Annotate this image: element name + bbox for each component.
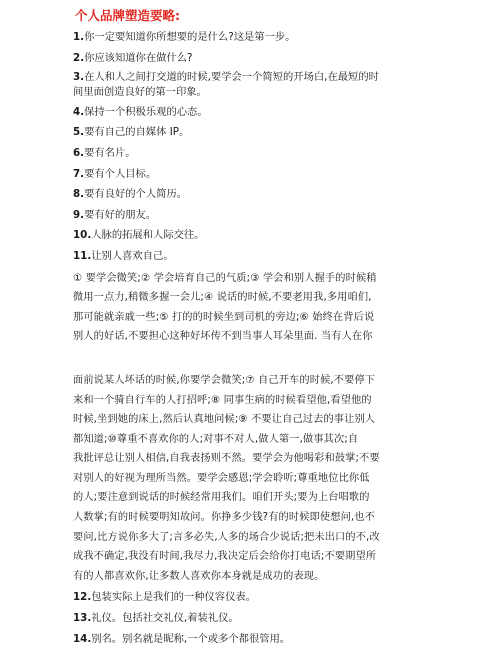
item-number: 7. (73, 167, 85, 180)
list-item (73, 124, 472, 141)
item-number: 14. (73, 632, 92, 645)
item-text: 别名。别名就是昵称,一个或多个都很管用。 (91, 632, 291, 645)
section-gap (73, 347, 472, 371)
item-number: 11. (73, 249, 92, 262)
item-number: 8. (73, 188, 85, 201)
list-item (73, 227, 472, 244)
list-item (73, 248, 472, 265)
item-text: 让别人喜欢自己。 (91, 249, 174, 262)
item-number: 6. (73, 146, 85, 159)
item-text-continued: 间里面创造良好的第一印象。 (73, 85, 207, 98)
item-number: 12. (73, 591, 92, 604)
paragraph-line: 都知道;⑩尊重不喜欢你的人;对事不对人,做人第一,做事其次;自 (73, 433, 359, 445)
list-item (73, 70, 472, 100)
paragraph-line: 我批评总让别人相信,自我表扬则不然。要学会为他喝彩和鼓掌;不要 (73, 453, 380, 465)
item-text: 要有良好的个人简历。 (84, 188, 188, 201)
tips-paragraph-continued (73, 371, 472, 587)
list-item (73, 186, 472, 203)
list-item (73, 610, 472, 627)
paragraph-line: 那可能就亲戚一些;⑤ 打的的时候坐到司机的旁边;⑥ 始终在背后说 (73, 311, 375, 323)
paragraph-line: 微用一点力,稍微多握一会儿;④ 说话的时候,不要老用我,多用咱们, (73, 292, 372, 304)
paragraph-line: 别人的好话,不要担心这种好坏传不到当事人耳朵里面. 当有人在你 (73, 331, 373, 343)
item-number: 10. (73, 229, 92, 242)
item-text: 你应该知道你在做什么? (84, 51, 193, 64)
list-item (73, 50, 472, 67)
item-text: 要有自己的自媒体 IP。 (84, 126, 190, 139)
item-text: 礼仪。包括社交礼仪,着装礼仪。 (91, 612, 239, 625)
list-item (73, 145, 472, 162)
paragraph-line: 有的人都喜欢你,让多数人喜欢你本身就是成功的表现。 (73, 570, 325, 582)
paragraph-line: 人数掌;有的时候要明知故问。你挣多少钱?有的时候即使想问,也不 (73, 512, 375, 524)
item-text: 人脉的拓展和人际交往。 (91, 229, 205, 242)
document-title: 个人品牌塑造要略: (75, 8, 180, 23)
item-number: 1. (73, 31, 85, 43)
item-number: 5. (73, 126, 85, 139)
item-number: 13. (73, 612, 92, 625)
item-text: 保持一个积极乐观的心态。 (84, 105, 208, 118)
item-number: 9. (73, 208, 85, 221)
list-item (73, 104, 472, 121)
item-text: 要有个人目标。 (84, 167, 157, 180)
item-number: 4. (73, 105, 85, 118)
paragraph-line: 对别人的好视为理所当然。要学会感恩;学会聆听;尊重地位比你低 (73, 472, 370, 484)
list-item (73, 631, 472, 647)
item-text: 你一定要知道你所想要的是什么?这是第一步。 (84, 31, 296, 43)
item-text: 要有名片。 (84, 146, 136, 159)
list-item (73, 29, 472, 46)
paragraph-line: ① 要学会微笑;② 学会培育自己的气质;③ 学会和别人握手的时候稍 (73, 272, 377, 284)
item-text: 要有好的朋友。 (84, 208, 157, 221)
list-item (73, 166, 472, 183)
item-text: 在人和人之间打交道的时候,要学会一个简短的开场白,在最短的时 (84, 71, 379, 84)
tips-paragraph (73, 269, 472, 347)
paragraph-line: 来和一个骑自行车的人打招呼;⑧ 同事生病的时候看望他,看望他的 (73, 394, 372, 406)
item-text: 包装实际上是我们的一种仪容仪表。 (91, 591, 256, 604)
paragraph-line: 时候,坐到她的床上,然后认真地问候;⑨ 不要让自己过去的事让别人 (73, 414, 376, 426)
paragraph-line: 面前说某人坏话的时候,你要学会微笑;⑦ 自己开车的时候,不要停下 (73, 374, 376, 386)
paragraph-line: 成我不确定,我没有时间,我尽力,我决定后会给你打电话;不要期望所 (73, 551, 377, 563)
item-number: 2. (73, 51, 85, 64)
item-number: 3. (73, 71, 85, 84)
paragraph-line: 的人;要注意到说话的时候经常用我们。咱们开头;要为上台唱歌的 (73, 492, 370, 504)
paragraph-line: 要问,比方说你多大了;言多必失,人多的场合少说话;把未出口的不,改 (73, 531, 380, 543)
list-item (73, 589, 472, 606)
list-item (73, 207, 472, 224)
